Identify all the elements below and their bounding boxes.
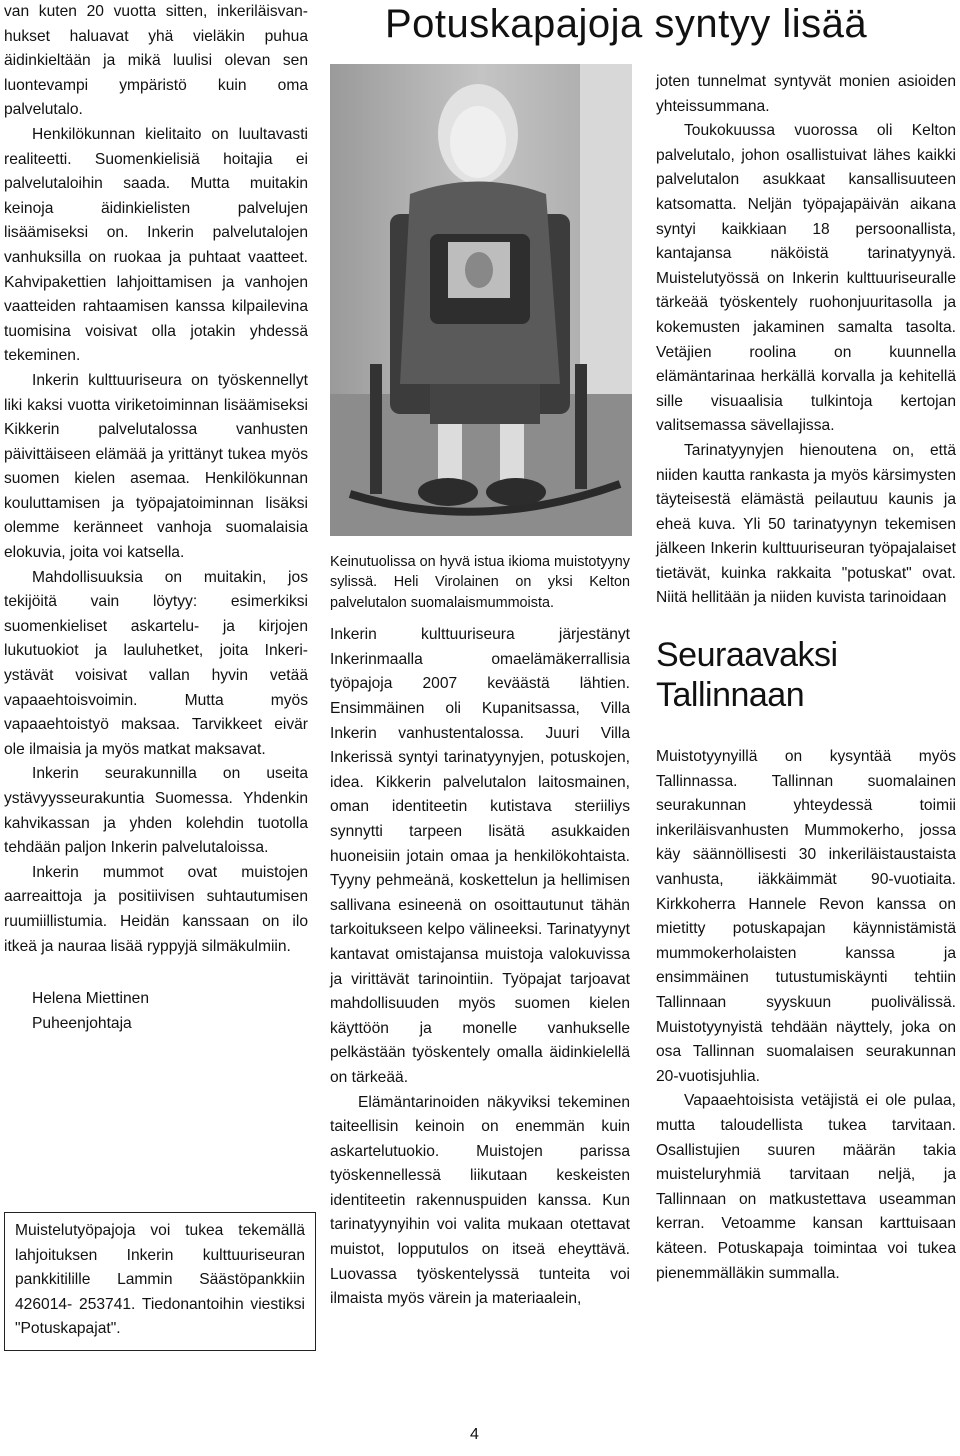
paragraph: van kuten 20 vuotta sitten, inkeriläisvan-hukset haluavat yhä vieläkin puhua äidinkieltään ja mikä luulisi olevan sen luontevampi ympäristö kuin oma palvelutalo. xyxy=(4,3,308,119)
donation-text: Muistelutyöpajoja voi tukea tekemällä lahjoituksen Inkerin kulttuuriseuran pankkitilille Lammin Säästöpankkiin 426014- 253741. Tiedonantoihin viestiksi "Potuskapajat". xyxy=(15,1222,305,1338)
signature-name: Helena Miettinen xyxy=(32,990,150,1008)
paragraph: Vapaaehtoisista vetäjistä ei ole pulaa, mutta taloudellista tukea tarvitaan. Osallistujien suuren määrän takia muisteluryhmiä tarvitaan neljä, ja Tallinnaan on matkustettava useamman kerran. Vetoamme kansan karttuisaan käteen. Potuskapaja toimintaa voi tukea pienemmälläkin summalla. xyxy=(656,1092,956,1282)
paragraph: Inkerin seurakunnilla on useita ystävyysseurakuntia Suomessa. Yhdenkin kahvikassan ja yhden kolehdin tuotolla tehdään paljon Inkerin palvelutaloissa. xyxy=(4,765,308,857)
paragraph: Inkerin kulttuuriseura on työskennellyt liki kaksi vuotta viriketoiminnan lisäämiseksi Kikkerin palvelutalossa vanhusten päivittäiseen elämää ja yrittänyt tukea myös suomen kielen asemaa. Henkilökunnan kouluttamisen ja työpajatoiminnan lisäksi olemme keränneet vanhoja suomalaisia elokuvia, joita voi katsella. xyxy=(4,371,308,562)
paragraph: Elämäntarinoiden näkyviksi tekeminen taiteellisin keinoin on enemmän kuin askartelutuokio. Muistojen parissa työskennellessä liikutaan keskeisten identiteetin rakennuspuiden kanssa. Kun tarinatyynyihin voi valita mukaan otettavat muistot, lopputulos on itseä eheyttävä. Luovassa työskentelyssä tunteita voi ilmaista myös värein ja materiaalein, xyxy=(330,1093,630,1308)
photo-elderly-woman-rocking-chair xyxy=(330,64,632,536)
paragraph: Inkerin kulttuuriseura järjestänyt Inkerinmaalla omaelämäkerrallisia työpajoja 2007 keväästä lähtien. Ensimmäinen oli Kupanitsassa, Villa Inkerin vanhustentalossa. Juuri Villa Inkerissä syntyi tarinatyynyjen, potuskojen, idea. Kikkerin palvelutalon laitosmainen, oman identiteetin kutistava steriiliys synnytti tarpeen lisätä asukkaiden huoneisiin jotain omaa ja henkilökohtaista. Tyyny pehmeänä, koskettelun ja hellimisen sallivana esineenä on osoittautunut tähän tarkoitukseen kelpo välineeksi. Tarinatyynyt kantavat omistajansa muistoja valokuvissa ja virittävät tarinointiin. Työpajat tarjoavat mahdollisuuden myös suomen kielen käyttöön ja monelle vanhukselle pelkästään työskentely omalla äidinkielellä on tärkeää. xyxy=(330,626,630,1086)
paragraph: Mahdollisuuksia on muitakin, jos tekijöitä vain löytyy: esimerkiksi suomenkieliset askartelu- ja kirjojen lukutuokiot ja lauluhetket, joita Inkeri-ystävät voisivat vallan hyvin vetää vapaaehtoisvoimin. Mutta myös vapaaehtoistyö maksaa. Tarvikkeet eivär ole ilmaisia ja myös matkat maksavat. xyxy=(4,568,308,758)
paragraph: Toukokuussa vuorossa oli Kelton palvelutalo, johon osallistuivat lähes kaikki palvelutalon asukkaat kansallisuuteen katsomatta. Neljän työpajapäivän aikana syntyi kaikkiaan 18 persoonallista, kantajansa näköistä tarinatyynyä. Muistelutyössä on Inkerin kulttuuriseuralle tärkeää työskentely ruohonjuuritasolla ja kokemusten jakaminen samalta tasolta. Vetäjien roolina on kuunnella elämäntarinaa herkällä korvalla ja kehitellä sille visuaalisia tulkintoja kertojan valitsemassa sävellajissa. xyxy=(656,122,956,435)
middle-column xyxy=(330,552,630,1312)
left-column xyxy=(4,0,308,1036)
donation-box xyxy=(4,1212,316,1351)
photo-caption: Keinutuolissa on hyvä istua ikioma muistotyyny sylissä. Heli Virolainen on yksi Kelton palvelutalon suomalaismummoista. xyxy=(330,554,630,611)
subheading: Seuraavaksi Tallinnaan xyxy=(656,636,838,715)
paragraph: Tarinatyynyjen hienoutena on, että niiden kautta rankasta ja myös kärsimysten täyteisestä elämästä peilautuu kaunis ja eheä kuva. Yli 50 tarinatyynyn tekemisen jälkeen Inkerin kulttuuriseuran työpajalaiset tietävät, kuinka rakkaita "potuskat" ovat. Niitä hellitään ja niiden kuvista tarinoidaan xyxy=(656,441,956,607)
paragraph: Muistotyynyillä on kysyntää myös Tallinnassa. Tallinnan suomalainen seurakunnan yhteydessä toimii inkeriläisvanhusten Mummokerho, jossa käy säännöllisesti 30 inkeriläistaustaista vanhusta, iäkkäimmät 90-vuotiaita. Kirkkoherra Hannele Revon kanssa on mietitty potuskapajan käynnistämistä mummokerholaisten kanssa ja ensimmäinen tutustumiskäynti tehtiin Tallinnaan syyskuun puolivälissä. Muistotyynyistä tehdään näyttely, joka on osa Tallinnan suomalaisen seurakunnan 20-vuotisjuhlia. xyxy=(656,748,956,1085)
article-title: Potuskapajoja syntyy lisää xyxy=(385,2,868,46)
paragraph: joten tunnelmat syntyvät monien asioiden yhteissummana. xyxy=(656,73,956,115)
paragraph: Inkerin mummot ovat muistojen aarreaittoja ja positiivisen suhtautumisen ruumiillistumia. Heidän kanssaan on ilo itkeä ja nauraa lisää ryppyjä silmäkulmiin. xyxy=(4,863,308,955)
right-column xyxy=(656,70,956,1286)
signature-role: Puheenjohtaja xyxy=(32,1014,132,1032)
paragraph: Henkilökunnan kielitaito on luultavasti realiteetti. Suomenkielisiä hoitajia ei palvelutaloihin saada. Mutta muitakin keinoja äidinkielisten palvelujen lisäämiseksi on. Inkerin palvelutalojen vanhuksilla on ruokaa ja puhtaat vaatteet. Kahvipakettien lahjoittamisen ja vanhojen vaatteiden rahtaamisen kanssa kilpailevina tuomisina voisivat olla jotakin yhdessä tekeminen. xyxy=(4,125,308,365)
photo-illustration xyxy=(330,64,632,536)
page-number: 4 xyxy=(470,1426,479,1443)
